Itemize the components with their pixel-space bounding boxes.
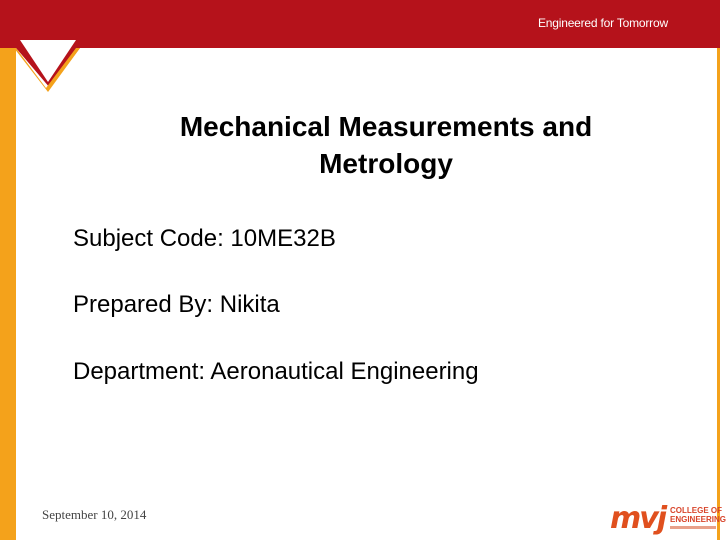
footer-date: September 10, 2014 bbox=[42, 507, 147, 522]
logo-line-2: ENGINEERING bbox=[670, 515, 726, 524]
logo-mark: mvj bbox=[610, 501, 666, 536]
header-notch bbox=[0, 40, 720, 88]
logo-line-1: COLLEGE OF bbox=[670, 506, 722, 515]
left-accent-bar bbox=[0, 48, 16, 540]
department-line: Department: Aeronautical Engineering bbox=[73, 358, 479, 385]
subject-code-line: Subject Code: 10ME32B bbox=[73, 225, 336, 252]
right-accent-line bbox=[717, 48, 720, 540]
logo-underline bbox=[670, 526, 716, 529]
slide-title: Mechanical Measurements and Metrology bbox=[179, 111, 593, 179]
logo-text bbox=[670, 506, 726, 524]
header-tagline: Engineered for Tomorrow bbox=[538, 16, 668, 30]
prepared-by-line: Prepared By: Nikita bbox=[73, 291, 280, 318]
college-logo bbox=[608, 500, 726, 540]
